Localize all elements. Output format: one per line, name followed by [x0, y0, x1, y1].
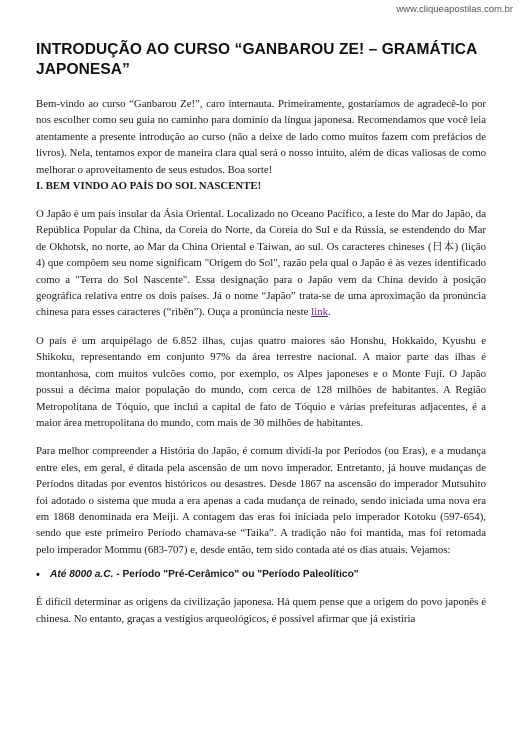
paragraph-end: . [327, 306, 331, 319]
paragraph-archipelago: O país é um arquipélago de 6.852 ilhas, cujas quatro maiores são Honshu, Hokkaido, Kyushu e Shikoku, representando em conjunto 97% da área terrestre nacional. A maior parte das ilhas é montanhosa, com muitos vulcões como, por exemplo, os Alpes japoneses e o Monte Fuji. O Japão possui a décima maior população do mundo, com cerca de 128 milhões de habitantes. A Região Metropolitana de Tóquio, que inclui a capital de fato de Tóquio e várias prefeituras adjacentes, é a maior área metropolitana do mundo, com mais de 30 milhões de habitantes. [36, 334, 486, 429]
pronunciation-link[interactable]: link [311, 306, 328, 319]
paragraph-text: O Japão é um país insular da Ásia Oriental. Localizado no Oceano Pacífico, a leste do Mar do Japão, da República Popular da China, da Coreia do Norte, da Coreia do Sul e da Rússia, se estendendo do Mar de Okhotsk, no norte, ao Mar da China Oriental e Taiwan, ao sul. Os caracteres chineses (日本) (lição 4) que compõem seu nome significam "Origem do Sol", razão pela qual o Japão é às vezes identificado como a "Terra do Sol Nascente". Essa designação para o Japão vem da China devido à posição geográfica relativa entre os dois países. Já o nome “Japão” trata-se de uma aproximação da pronúncia chinesa para esses caracteres (“rìběn”). Ouça a pronúncia neste [36, 208, 486, 319]
watermark: www.cliqueapostilas.com.br [396, 4, 513, 15]
list-item [36, 568, 486, 582]
page-title: INTRODUÇÃO AO CURSO “GANBAROU ZE! – GRAMÁTICA JAPONESA” [36, 41, 477, 78]
period-date: Até 8000 a.C. [50, 569, 114, 581]
paragraph-history: Para melhor compreender a História do Japão, é comum dividi-la por Períodos (ou Eras), e a mudança entre eles, em geral, é ditada pela ascensão de um novo imperador. Entretanto, já houve mudanças de Períodos ditadas por eventos históricos ou desastres. Desde 1867 na ascensão do imperador Mutsuhito foi adotado o sistema que muda a era apenas a cada mudança de reinado, sendo iniciada uma nova era em 1868 denominada era Meiji. A contagem das eras foi iniciada pelo imperador Kotoku (597-654), sendo que este primeiro Período chamava-se “Taika”. A tradição não foi mantida, mas foi retomada pelo imperador Mommu (683-707) e, desde então, tem sido contada até os dias atuais. Vejamos: [36, 445, 486, 556]
section-heading: I. BEM VINDO AO PAÍS DO SOL NASCENTE! [36, 180, 262, 193]
intro-paragraph: Bem-vindo ao curso “Ganbarou Ze!”, caro internauta. Primeiramente, gostaríamos de agradecê-lo por nos escolher como seu guia no caminho para domínio da língua japonesa. Recomendamos que você leia atentamente a presente introdução ao curso (não a deixe de lado como muitos fazem com prefácios de livros). Nela, tentamos expor de maneira clara qual será o nosso intuito, além de dicas valiosas de como melhorar o aproveitamento de seus estudos. Boa sorte! [36, 98, 486, 176]
paragraph-origins: É difícil determinar as origens da civilização japonesa. Há quem pense que a origem do povo japonês é chinesa. No entanto, graças a vestígios arqueológicos, é possível afirmar que já existiria [36, 596, 486, 625]
paragraph-japan-overview [36, 206, 486, 321]
period-list [36, 568, 486, 582]
period-name: - Período "Pré-Cerâmico" ou "Período Paleolítico" [113, 569, 359, 581]
document-page [36, 40, 486, 627]
